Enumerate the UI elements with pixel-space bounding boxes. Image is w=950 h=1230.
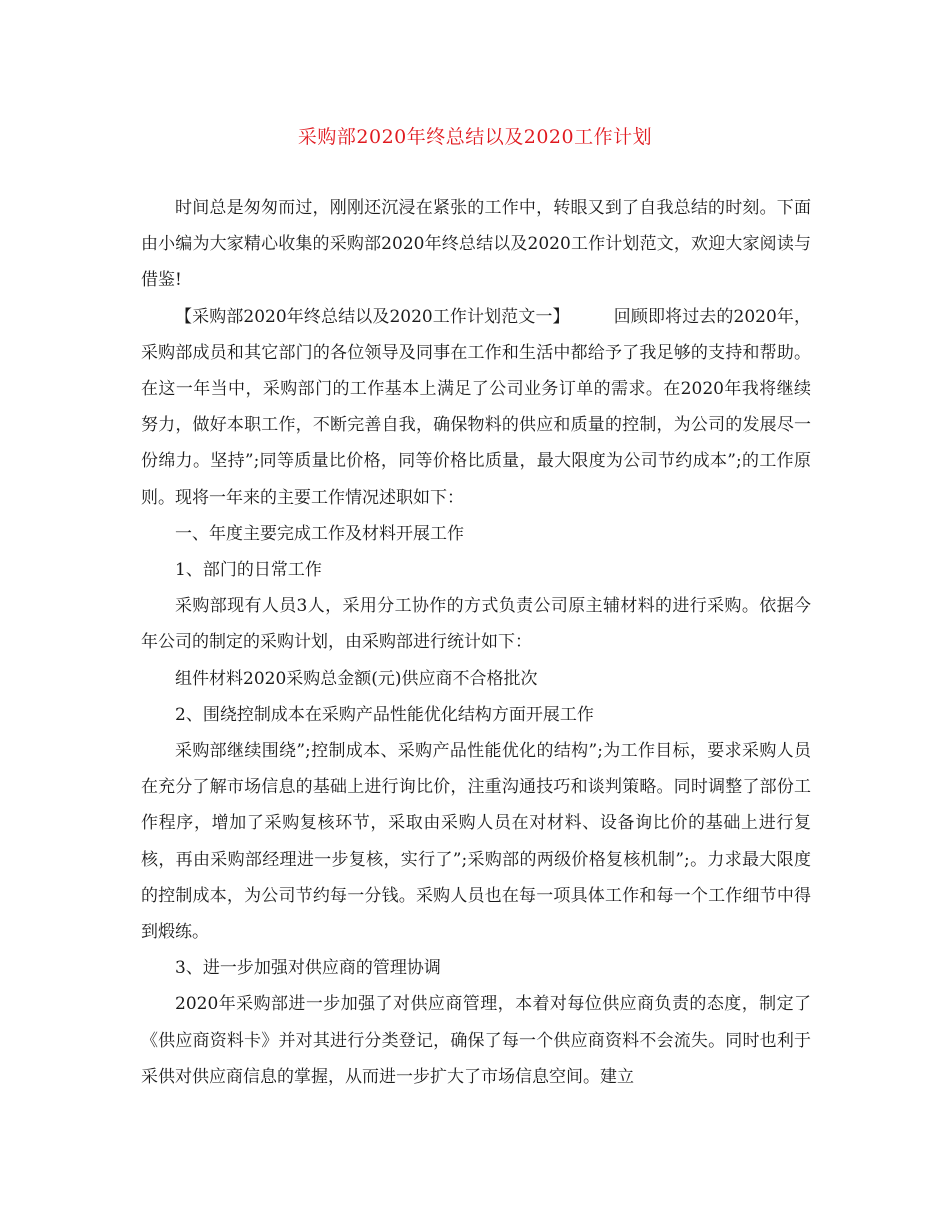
item1-heading: 1、部门的日常工作 [175, 560, 322, 581]
intro-paragraph: 时间总是匆匆而过，刚刚还沉浸在紧张的工作中，转眼又到了自我总结的时刻。下面由小编为大家精心收集的采购部2020年终总结以及2020工作计划范文，欢迎大家阅读与借鉴! [141, 198, 811, 291]
item3-heading: 3、进一步加强对供应商的管理协调 [175, 958, 441, 979]
document-body [141, 190, 811, 1095]
section-opening-text: 回顾即将过去的2020年，采购部成员和其它部门的各位领导及同事在工作和生活中都给予了我足够的支持和帮助。在这一年当中，采购部门的工作基本上满足了公司业务订单的需求。在2020年我将继续努力，做好本职工作，不断完善自我，确保物料的供应和质量的控制，为公司的发展尽一份绵力。坚持”;同等质量比价格，同等价格比质量，最大限度为公司节约成本”;的工作原则。现将一年来的主要工作情况述职如下： [141, 306, 812, 508]
item3-body: 2020年采购部进一步加强了对供应商管理，本着对每位供应商负责的态度，制定了《供应商资料卡》并对其进行分类登记，确保了每一个供应商资料不会流失。同时也利于采供对供应商信息的掌握，从而进一步扩大了市场信息空间。建立 [141, 994, 811, 1087]
item2-heading: 2、围绕控制成本在采购产品性能优化结构方面开展工作 [175, 704, 594, 725]
item1-table-line: 组件材料2020采购总金额(元)供应商不合格批次 [175, 668, 538, 689]
section-heading: 【采购部2020年终总结以及2020工作计划范文一】 [175, 306, 570, 327]
part1-heading: 一、年度主要完成工作及材料开展工作 [175, 523, 464, 544]
document-title: 采购部2020年终总结以及2020工作计划 [297, 126, 653, 148]
section-paragraph [141, 299, 811, 516]
item1-body: 采购部现有人员3人，采用分工协作的方式负责公司原主辅材料的进行采购。依据今年公司的制定的采购计划，由采购部进行统计如下： [141, 596, 811, 653]
item2-body: 采购部继续围绕”;控制成本、采购产品性能优化的结构”;为工作目标，要求采购人员在充分了解市场信息的基础上进行询比价，注重沟通技巧和谈判策略。同时调整了部份工作程序，增加了采购复核环节，采取由采购人员在对材料、设备询比价的基础上进行复核，再由采购部经理进一步复核，实行了”;采购部的两级价格复核机制”;。力求最大限度的控制成本，为公司节约每一分钱。采购人员也在每一项具体工作和每一个工作细节中得到煅练。 [141, 741, 811, 943]
